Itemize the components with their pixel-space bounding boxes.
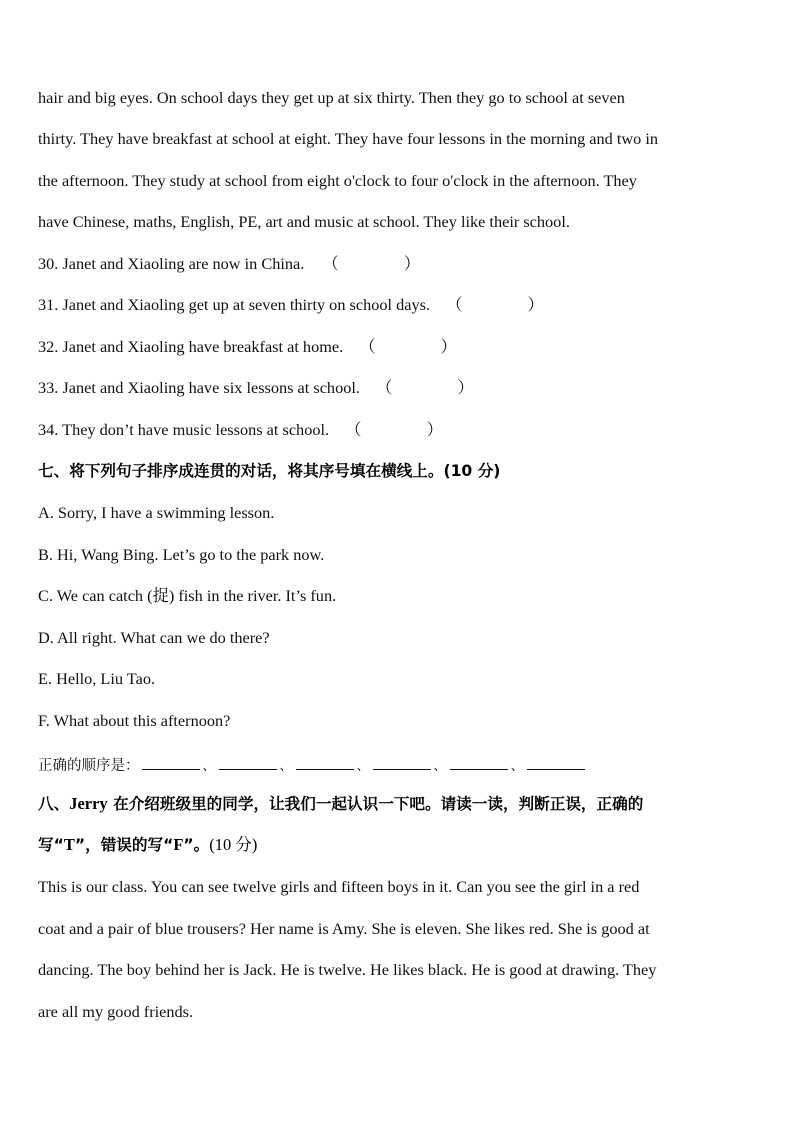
question-30	[38, 254, 420, 274]
option-b: B. Hi, Wang Bing. Let’s go to the park now.	[38, 545, 325, 564]
answer-parentheses[interactable]: （ ）	[345, 420, 443, 439]
section-8-score: (10 分)	[209, 835, 258, 854]
section-8-name: Jerry	[69, 794, 108, 813]
section-8-heading-fragment: 写“	[38, 836, 64, 854]
order-blank-1[interactable]	[142, 753, 200, 770]
section-8-heading-text: 在介绍班级里的同学，让我们一起认识一下吧。请读一读，判断正误，正确的	[107, 795, 644, 813]
question-text: 33. Janet and Xiaoling have six lessons at school.	[38, 378, 360, 397]
order-separator: 、	[279, 759, 293, 774]
section-8-false-mark: F	[173, 835, 184, 854]
passage-1-line-2: thirty. They have breakfast at school at eight. They have four lessons in the morning and two in	[38, 129, 659, 148]
order-label: 正确的顺序是：	[38, 758, 140, 774]
question-34	[38, 420, 443, 440]
option-f: F. What about this afternoon?	[38, 711, 231, 730]
section-8-heading-line-1	[38, 794, 643, 814]
answer-parentheses[interactable]: （ ）	[376, 378, 474, 397]
order-separator: 、	[510, 759, 524, 774]
question-33	[38, 378, 474, 398]
order-blank-6[interactable]	[527, 753, 585, 770]
section-8-number: 八、	[38, 795, 70, 813]
order-blank-3[interactable]	[296, 753, 354, 770]
answer-parentheses[interactable]: （ ）	[322, 254, 421, 273]
question-text: 31. Janet and Xiaoling get up at seven thirty on school days.	[38, 295, 431, 314]
question-text: 34. They don’t have music lessons at school.	[38, 420, 330, 439]
order-blank-2[interactable]	[219, 753, 277, 770]
order-blank-5[interactable]	[450, 753, 508, 770]
order-separator: 、	[202, 759, 216, 774]
section-8-heading-fragment: ”，错误的写“	[74, 836, 174, 854]
passage-2-line-4: are all my good friends.	[38, 1002, 194, 1021]
answer-parentheses[interactable]: （ ）	[359, 337, 457, 356]
question-text: 32. Janet and Xiaoling have breakfast at home.	[38, 337, 344, 356]
passage-1-line-3: the afternoon. They study at school from eight o'clock to four o'clock in the afternoon. They	[38, 171, 637, 190]
section-8-true-mark: T	[63, 835, 75, 854]
order-separator: 、	[356, 759, 370, 774]
option-e: E. Hello, Liu Tao.	[38, 669, 156, 688]
option-a: A. Sorry, I have a swimming lesson.	[38, 503, 275, 522]
question-31	[38, 295, 544, 315]
order-answer-line	[38, 753, 587, 777]
answer-parentheses[interactable]: （ ）	[446, 295, 544, 314]
section-8-heading-line-2	[38, 835, 257, 855]
order-blank-4[interactable]	[373, 753, 431, 770]
section-7-heading: 七、将下列句子排序成连贯的对话，将其序号填在横线上。(10 分)	[38, 462, 501, 480]
option-d: D. All right. What can we do there?	[38, 628, 270, 647]
section-8-heading-fragment: ”。	[183, 836, 210, 854]
question-text: 30. Janet and Xiaoling are now in China.	[38, 254, 305, 273]
passage-2-line-1: This is our class. You can see twelve girls and fifteen boys in it. Can you see the girl in a red	[38, 877, 640, 896]
passage-2-line-3: dancing. The boy behind her is Jack. He is twelve. He likes black. He is good at drawing. They	[38, 960, 657, 979]
passage-1-line-1: hair and big eyes. On school days they get up at six thirty. Then they go to school at seven	[38, 88, 625, 107]
option-c: C. We can catch (捉) fish in the river. It’s fun.	[38, 586, 337, 605]
question-32	[38, 337, 457, 357]
order-separator: 、	[433, 759, 447, 774]
passage-1-line-4: have Chinese, maths, English, PE, art and music at school. They like their school.	[38, 212, 570, 231]
passage-2-line-2: coat and a pair of blue trousers? Her name is Amy. She is eleven. She likes red. She is good at	[38, 919, 650, 938]
